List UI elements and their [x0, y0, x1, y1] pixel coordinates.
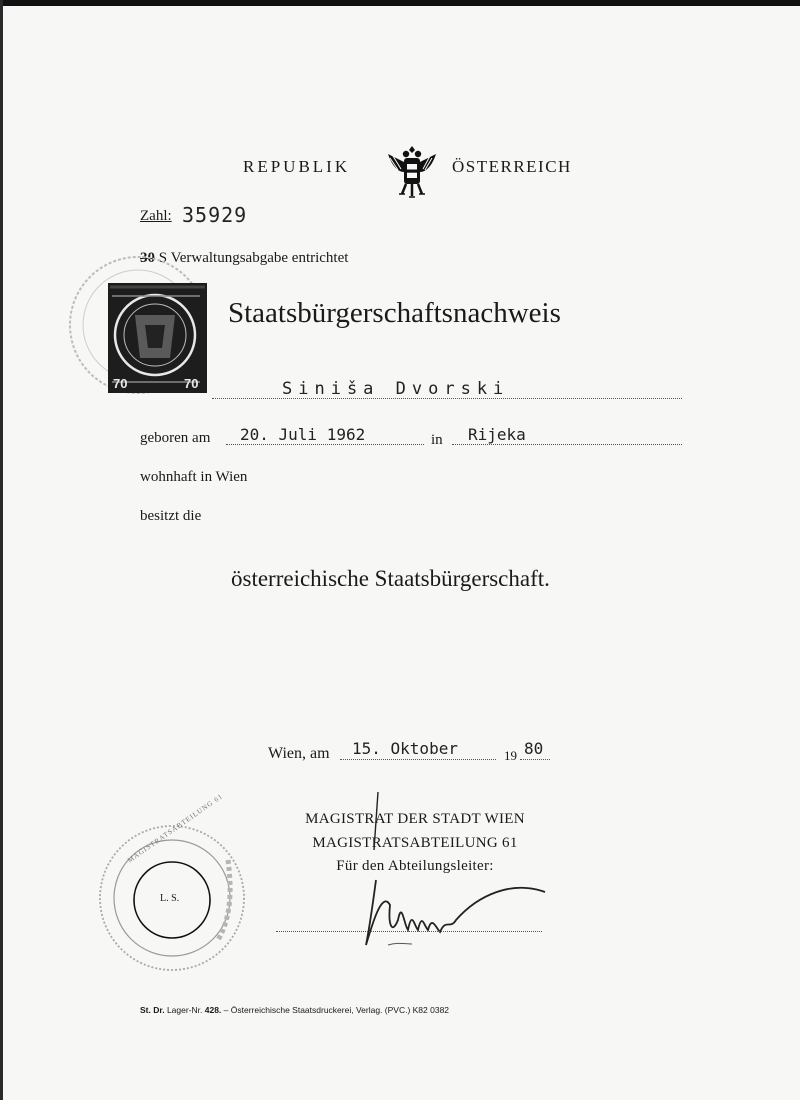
footer-lager-number: 428. — [204, 1005, 222, 1015]
authority-line-3: Für den Abteilungsleiter: — [336, 858, 494, 874]
authority-line-2: MAGISTRATSABTEILUNG 61 — [312, 835, 518, 851]
header-republik: REPUBLIK — [243, 157, 351, 176]
zahl-label: Zahl: — [140, 208, 172, 224]
zahl-number: 35929 — [182, 203, 248, 227]
seal-ring-text: MAGISTRATSABTEILUNG 61 — [126, 792, 225, 865]
possession-label: besitzt die — [140, 508, 202, 524]
birth-in-label: in — [431, 432, 443, 448]
seal-center-label: L. S. — [160, 893, 180, 904]
citizenship-statement: österreichische Staatsbürgerschaft. — [231, 566, 550, 591]
birth-place: Rijeka — [468, 425, 526, 444]
document-title: Staatsbürgerschaftsnachweis — [228, 297, 561, 329]
header-oesterreich: ÖSTERREICH — [452, 157, 572, 176]
signature-dotted-line — [276, 931, 542, 932]
stamp-value-left: 70 — [113, 376, 128, 391]
authority-line-1: MAGISTRAT DER STADT WIEN — [305, 811, 525, 827]
fee-text: S Verwaltungsabgabe entrichtet — [158, 250, 349, 266]
footer-lager-label: Lager-Nr. — [166, 1005, 203, 1015]
holder-name: Siniša Dvorski — [282, 379, 510, 399]
issue-place-label: Wien, am — [268, 745, 330, 762]
birth-date: 20. Juli 1962 — [240, 425, 366, 444]
issue-year-prefix: 19 — [504, 748, 517, 763]
residence-label: wohnhaft in Wien — [140, 469, 248, 485]
issue-date: 15. Oktober — [352, 739, 458, 758]
printer-footer — [140, 1005, 449, 1015]
stamp-value-right: 70 — [184, 376, 199, 391]
issue-year-suffix: 80 — [524, 739, 544, 758]
footer-text: – Österreichische Staatsdruckerei, Verlag. (PVC.) K82 0382 — [223, 1005, 450, 1015]
birth-label: geboren am — [140, 430, 211, 446]
footer-prefix: St. Dr. — [140, 1005, 165, 1015]
fee-amount: 30 — [140, 250, 155, 266]
